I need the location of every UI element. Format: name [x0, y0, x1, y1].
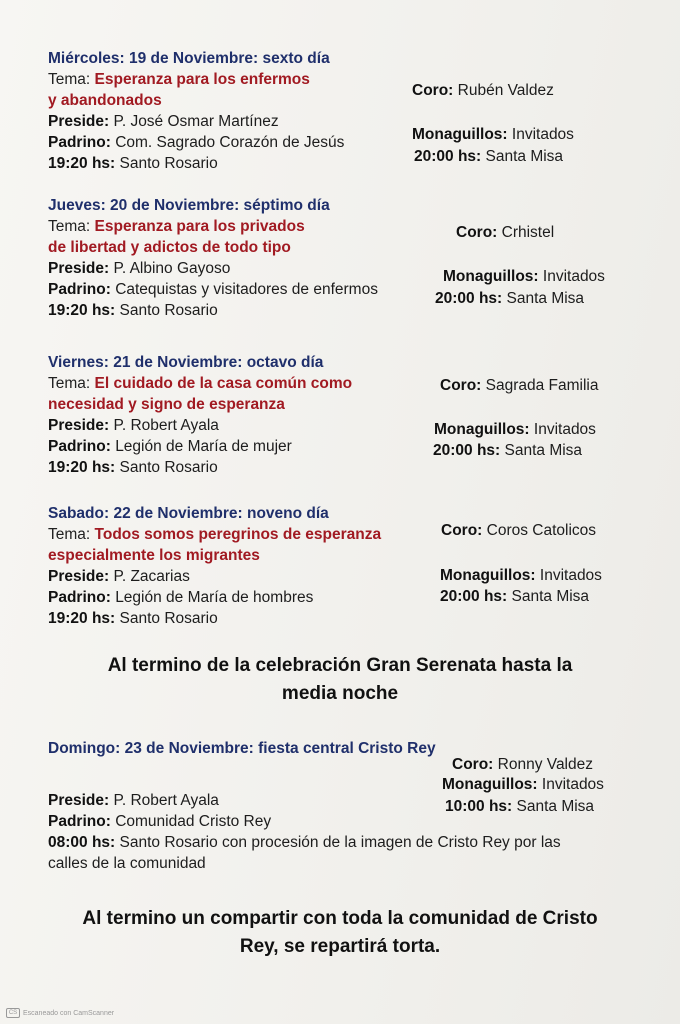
- rosario-value: Santo Rosario: [119, 155, 218, 172]
- tema-label: Tema:: [48, 218, 91, 235]
- misa-time: 20:00 hs:: [440, 588, 508, 605]
- coro-line: [440, 375, 599, 396]
- misa-time: 20:00 hs:: [414, 148, 482, 165]
- preside-label: Preside:: [48, 792, 110, 809]
- preside-value: P. Zacarias: [113, 568, 190, 585]
- tema-text-cont: y abandonados: [48, 92, 162, 109]
- camscanner-logo: CS: [6, 1008, 20, 1018]
- padrino-label: Padrino:: [48, 281, 111, 298]
- rosario-value: Santo Rosario: [119, 302, 218, 319]
- coro-label: Coro:: [452, 756, 494, 773]
- coro-value: Crhistel: [501, 224, 555, 241]
- coro-value: Rubén Valdez: [457, 82, 554, 99]
- closing-notice: [40, 905, 640, 961]
- tema-label: Tema:: [48, 375, 91, 392]
- misa-line: [435, 288, 584, 309]
- padrino-label: Padrino:: [48, 438, 111, 455]
- tema-text-cont: de libertad y adictos de todo tipo: [48, 239, 291, 256]
- coro-value: Ronny Valdez: [497, 756, 593, 773]
- misa-time: 20:00 hs:: [433, 442, 501, 459]
- coro-label: Coro:: [456, 224, 498, 241]
- rosario-time: 19:20 hs:: [48, 302, 116, 319]
- rosario-time: 19:20 hs:: [48, 610, 116, 627]
- rosario-value-cont: calles de la comunidad: [48, 855, 206, 872]
- misa-value: Santa Misa: [506, 290, 585, 307]
- day-title: Domingo: 23 de Noviembre: fiesta central Cristo Rey: [48, 740, 436, 757]
- monaguillos-label: Monaguillos:: [434, 421, 530, 438]
- preside-value: P. José Osmar Martínez: [113, 113, 279, 130]
- monaguillos-line: [434, 419, 596, 440]
- domingo-details: [48, 790, 648, 874]
- rosario-time: 19:20 hs:: [48, 459, 116, 476]
- coro-line: [441, 520, 596, 541]
- monaguillos-line: [412, 124, 574, 145]
- serenata-line: media noche: [281, 683, 399, 704]
- preside-label: Preside:: [48, 417, 110, 434]
- padrino-label: Padrino:: [48, 813, 111, 830]
- misa-line: [433, 440, 582, 461]
- rosario-time: 08:00 hs:: [48, 834, 116, 851]
- monaguillos-line: [443, 266, 605, 287]
- tema-text: Esperanza para los privados: [94, 218, 305, 235]
- closing-line: Al termino un compartir con toda la comunidad de Cristo: [82, 908, 598, 929]
- day-title: Miércoles: 19 de Noviembre: sexto día: [48, 50, 330, 67]
- padrino-value: Comunidad Cristo Rey: [115, 813, 272, 830]
- coro-label: Coro:: [440, 377, 482, 394]
- coro-label: Coro:: [441, 522, 483, 539]
- tema-text-cont: necesidad y signo de esperanza: [48, 396, 285, 413]
- tema-label: Tema:: [48, 71, 91, 88]
- tema-label: Tema:: [48, 526, 91, 543]
- coro-line: [456, 222, 554, 243]
- misa-time: 10:00 hs:: [445, 798, 513, 815]
- padrino-label: Padrino:: [48, 134, 111, 151]
- coro-value: Sagrada Familia: [485, 377, 599, 394]
- closing-line: Rey, se repartirá torta.: [239, 936, 441, 957]
- preside-value: P. Robert Ayala: [113, 792, 219, 809]
- rosario-value: Santo Rosario: [119, 459, 218, 476]
- misa-value: Santa Misa: [485, 148, 564, 165]
- misa-value: Santa Misa: [504, 442, 583, 459]
- misa-time: 20:00 hs:: [435, 290, 503, 307]
- tema-text-cont: especialmente los migrantes: [48, 547, 260, 564]
- padrino-value: Catequistas y visitadores de enfermos: [115, 281, 378, 298]
- day-title: Jueves: 20 de Noviembre: séptimo día: [48, 197, 330, 214]
- tema-text: El cuidado de la casa común como: [94, 375, 353, 392]
- rosario-value: Santo Rosario con procesión de la imagen de Cristo Rey por las: [119, 834, 561, 851]
- serenata-notice: [40, 652, 640, 708]
- monaguillos-value: Invitados: [511, 126, 574, 143]
- monaguillos-value: Invitados: [539, 567, 602, 584]
- monaguillos-value: Invitados: [533, 421, 596, 438]
- padrino-value: Com. Sagrado Corazón de Jesús: [115, 134, 345, 151]
- padrino-label: Padrino:: [48, 589, 111, 606]
- day-title: Viernes: 21 de Noviembre: octavo día: [48, 354, 324, 371]
- misa-value: Santa Misa: [516, 798, 595, 815]
- monaguillos-label: Monaguillos:: [440, 567, 536, 584]
- tema-text: Esperanza para los enfermos: [94, 71, 310, 88]
- rosario-time: 19:20 hs:: [48, 155, 116, 172]
- coro-line: [452, 754, 593, 775]
- preside-value: P. Robert Ayala: [113, 417, 219, 434]
- rosario-value: Santo Rosario: [119, 610, 218, 627]
- monaguillos-label: Monaguillos:: [442, 776, 538, 793]
- tema-text: Todos somos peregrinos de esperanza: [94, 526, 382, 543]
- scanner-stamp: [6, 1008, 114, 1018]
- day-title: Sabado: 22 de Noviembre: noveno día: [48, 505, 329, 522]
- preside-value: P. Albino Gayoso: [113, 260, 231, 277]
- coro-line: [412, 80, 554, 101]
- misa-line: [440, 586, 589, 607]
- monaguillos-line: [440, 565, 602, 586]
- monaguillos-value: Invitados: [541, 776, 604, 793]
- misa-line: [414, 146, 563, 167]
- scanner-stamp-text: Escaneado con CamScanner: [23, 1009, 115, 1017]
- coro-value: Coros Catolicos: [486, 522, 597, 539]
- padrino-value: Legión de María de hombres: [115, 589, 314, 606]
- coro-label: Coro:: [412, 82, 454, 99]
- padrino-value: Legión de María de mujer: [115, 438, 292, 455]
- misa-value: Santa Misa: [511, 588, 590, 605]
- preside-label: Preside:: [48, 113, 110, 130]
- monaguillos-value: Invitados: [542, 268, 605, 285]
- preside-label: Preside:: [48, 568, 110, 585]
- monaguillos-label: Monaguillos:: [443, 268, 539, 285]
- serenata-line: Al termino de la celebración Gran Serenata hasta la: [107, 655, 573, 676]
- preside-label: Preside:: [48, 260, 110, 277]
- monaguillos-label: Monaguillos:: [412, 126, 508, 143]
